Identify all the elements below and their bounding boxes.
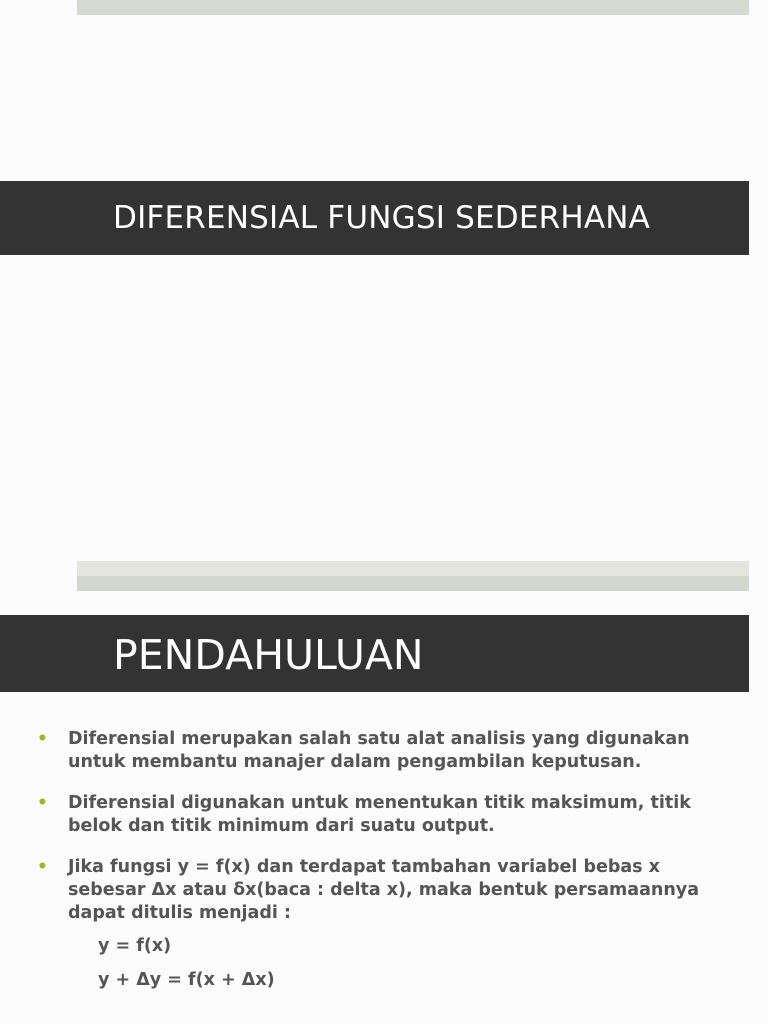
slide2-title: PENDAHULUAN <box>113 631 424 679</box>
slide1-title: DIFERENSIAL FUNGSI SEDERHANA <box>113 200 651 236</box>
bullet-text: Diferensial digunakan untuk menentukan titik maksimum, titik belok dan titik minimum dari suatu output. <box>68 793 691 836</box>
bullet-item <box>37 728 718 774</box>
formula-line: y + Δy = f(x + Δx) <box>98 970 275 990</box>
top-accent-band <box>77 0 749 15</box>
bullet-text: Diferensial merupakan salah satu alat analisis yang digunakan untuk membantu manajer dalam pengambilan keputusan. <box>68 729 690 772</box>
bullet-dot-icon: • <box>37 729 48 749</box>
bullet-item <box>37 792 718 838</box>
slide-divider-band-light <box>77 561 749 576</box>
formula-line: y = f(x) <box>98 936 172 956</box>
bullet-text: Jika fungsi y = f(x) dan terdapat tambahan variabel bebas x sebesar Δx atau δx(baca : delta x), maka bentuk persamaannya dapat ditulis menjadi : <box>68 857 700 923</box>
bullet-dot-icon: • <box>37 857 48 877</box>
slide2-content <box>0 728 768 992</box>
slide-divider-band-dark <box>77 576 749 591</box>
slide2-title-bar <box>0 615 749 692</box>
bullet-dot-icon: • <box>37 793 48 813</box>
bullet-item <box>37 856 718 925</box>
slide1-title-bar <box>0 181 749 255</box>
